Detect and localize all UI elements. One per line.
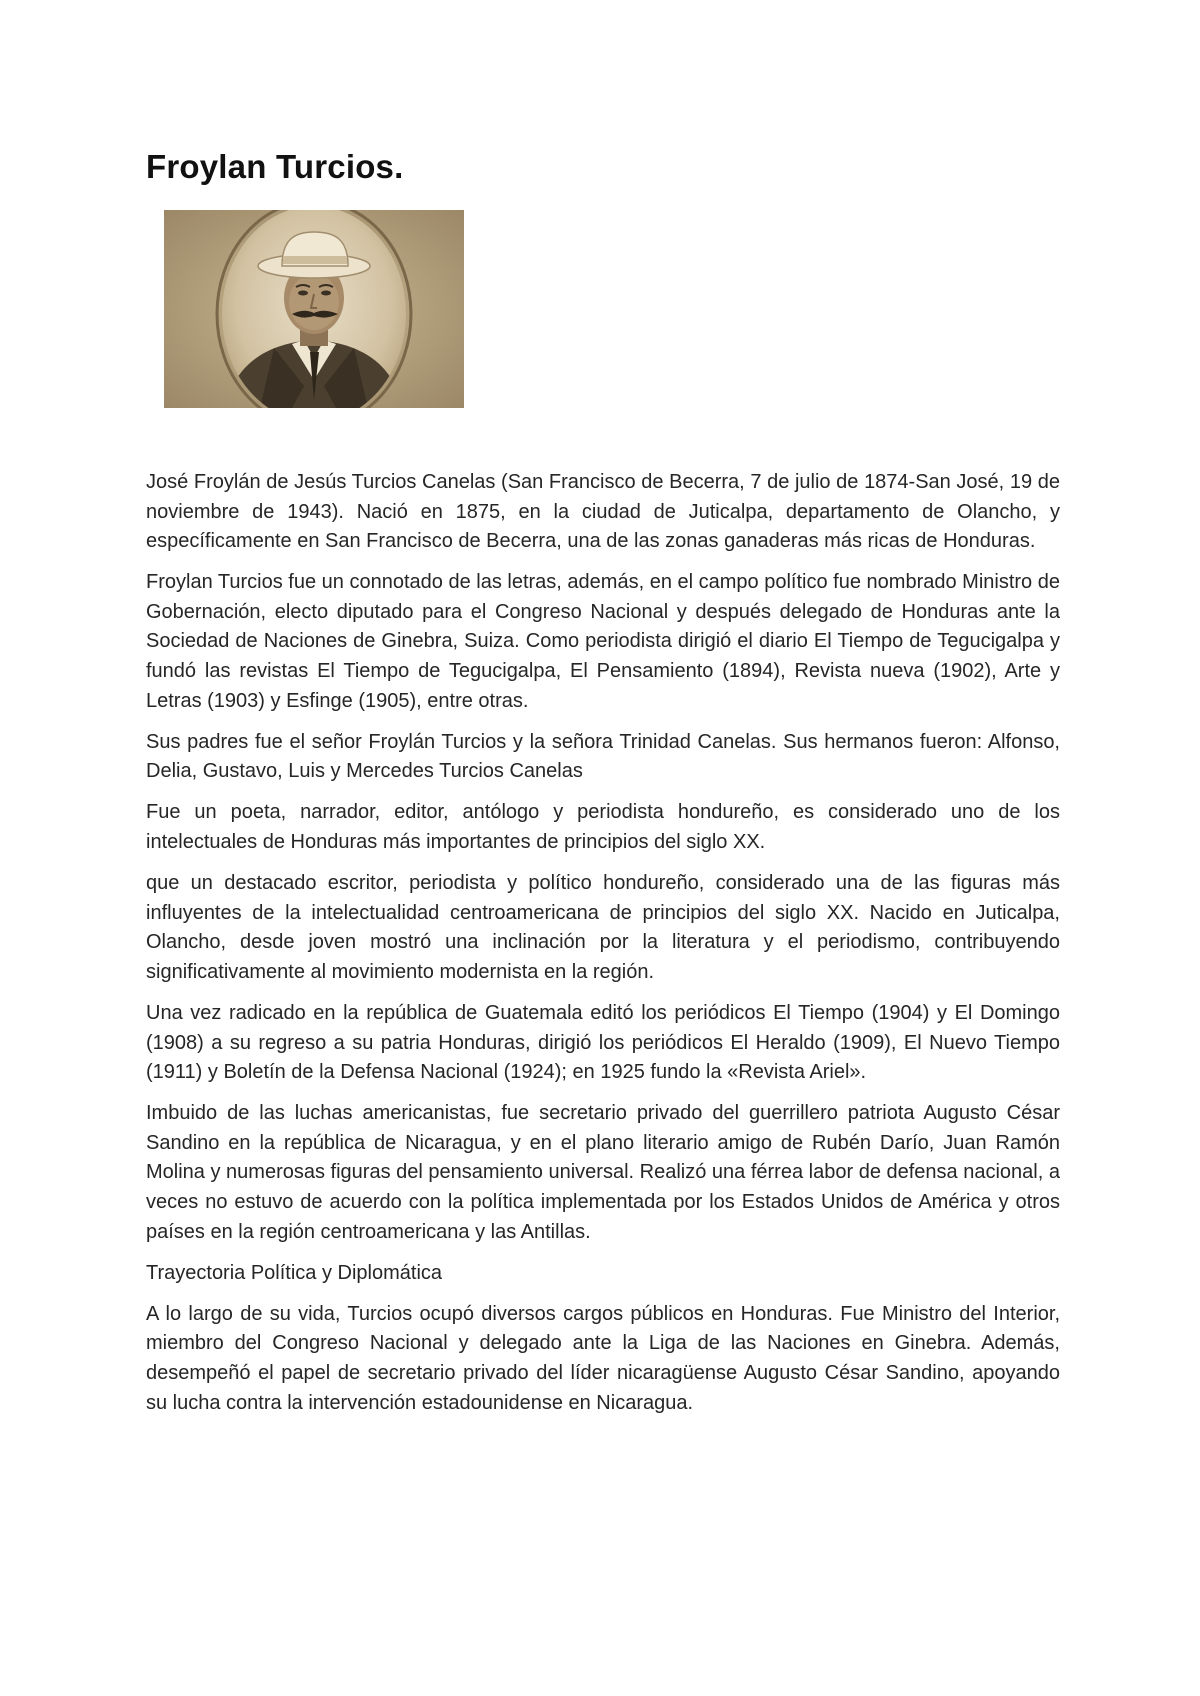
paragraph-influence: que un destacado escritor, periodista y político hondureño, considerado una de las figuras más influyentes de la intelectualidad centroamericana de principios del siglo XX. Nacido en Juticalpa, Olancho, desde joven mostró una inclinación por la literatura y el periodismo, contribuyendo significativamente al movimiento modernista en la región. — [146, 872, 1060, 983]
section-heading: Trayectoria Política y Diplomática — [146, 1261, 443, 1284]
document-body — [146, 468, 1060, 1430]
paragraph-sandino: Imbuido de las luchas americanistas, fue secretario privado del guerrillero patriota Augusto César Sandino en la república de Nicaragua, y en el plano literario amigo de Rubén Darío, Juan Ramón Molina y numerosas figuras del pensamiento universal. Realizó una férrea labor de defensa nacional, a veces no estuvo de acuerdo con la política implementada por los Estados Unidos de América y otros países en la región centroamericana y las Antillas. — [146, 1102, 1060, 1243]
portrait-photo — [164, 210, 464, 408]
paragraph-profile: Fue un poeta, narrador, editor, antólogo y periodista hondureño, es considerado uno de los intelectuales de Honduras más importantes de principios del siglo XX. — [146, 801, 1060, 854]
paragraph-career: Froylan Turcios fue un connotado de las letras, además, en el campo político fue nombrado Ministro de Gobernación, electo diputado para el Congreso Nacional y después delegado de Honduras ante la Sociedad de Naciones de Ginebra, Suiza. Como periodista dirigió el diario El Tiempo de Tegucigalpa y fundó las revistas El Tiempo de Tegucigalpa, El Pensamiento (1894), Revista nueva (1902), Arte y Letras (1903) y Esfinge (1905), entre otras. — [146, 571, 1060, 712]
paragraph-political-trajectory: A lo largo de su vida, Turcios ocupó diversos cargos públicos en Honduras. Fue Ministro del Interior, miembro del Congreso Nacional y delegado ante la Liga de las Naciones en Ginebra. Además, desempeñó el papel de secretario privado del líder nicaragüense Augusto César Sandino, apoyando su lucha contra la intervención estadounidense en Nicaragua. — [146, 1302, 1060, 1414]
document-title: Froylan Turcios. — [146, 148, 404, 185]
paragraph-guatemala: Una vez radicado en la república de Guatemala editó los periódicos El Tiempo (1904) y El Domingo (1908) a su regreso a su patria Honduras, dirigió los periódicos El Heraldo (1909), El Nuevo Tiempo (1911) y Boletín de la Defensa Nacional (1924); en 1925 fundo la «Revista Ariel». — [146, 1002, 1060, 1084]
paragraph-family: Sus padres fue el señor Froylán Turcios y la señora Trinidad Canelas. Sus hermanos fueron: Alfonso, Delia, Gustavo, Luis y Mercedes Turcios Canelas — [146, 730, 1060, 783]
paragraph-birth: José Froylán de Jesús Turcios Canelas (San Francisco de Becerra, 7 de julio de 1874-San José, 19 de noviembre de 1943). Nació en 1875, en la ciudad de Juticalpa, departamento de Olancho, y específicamente en San Francisco de Becerra, una de las zonas ganaderas más ricas de Honduras. — [146, 471, 1060, 553]
